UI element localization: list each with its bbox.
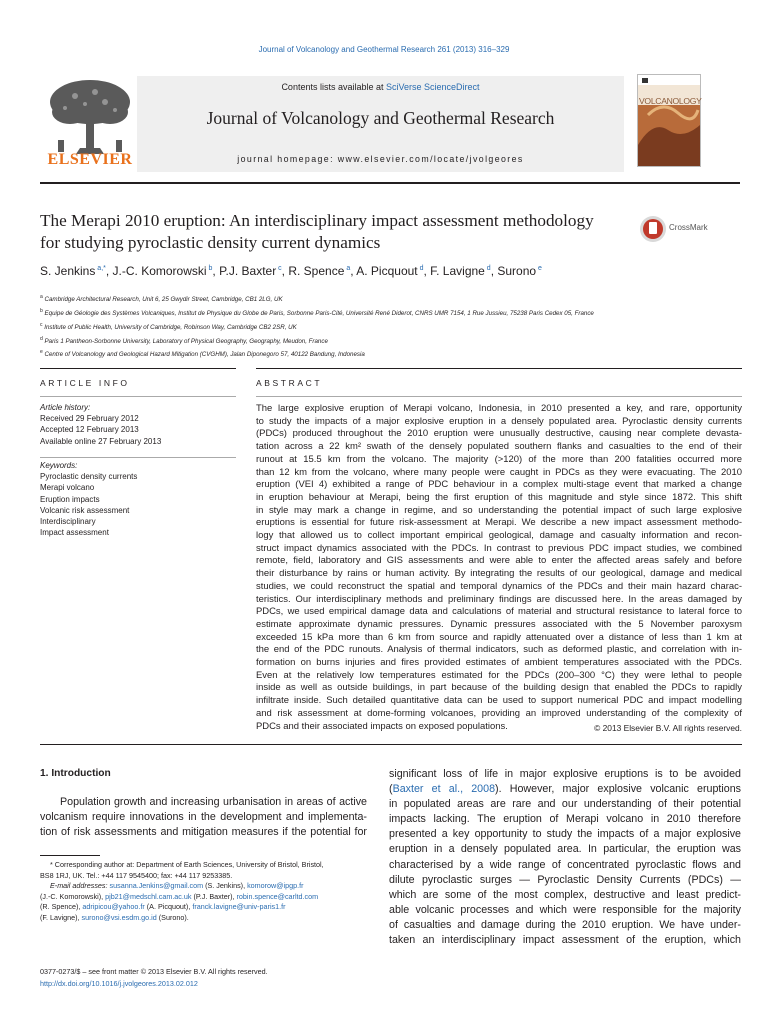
email-owner: (R. Spence), bbox=[40, 902, 83, 912]
crossmark-icon bbox=[638, 214, 668, 244]
author-name: A. Picquout bbox=[356, 264, 418, 278]
history-item: Accepted 12 February 2013 bbox=[40, 425, 139, 435]
body-line: able volcanic processes and which were responsible for the majority bbox=[389, 903, 741, 916]
email-link[interactable]: franck.lavigne@univ-paris1.fr bbox=[192, 902, 286, 912]
author-affiliation-marker[interactable]: e bbox=[536, 265, 542, 272]
email-owner: (J.-C. Komorowski), bbox=[40, 891, 106, 901]
abstract-line: logy that allowed us to collect important empirical geological, damage and casualty information and recon- bbox=[256, 530, 742, 542]
abstract-line: infiltrate inside. Such detailed quantitative data can be used to support numerical PDC and impact modelling bbox=[256, 695, 742, 707]
keyword: Impact assessment bbox=[40, 528, 109, 538]
affiliation-text: Equipe de Géologie des Systèmes Volcaniques, Institut de Physique du Globe de Paris, Sorbonne Paris-Cité, Université René Diderot, CNRS UMR 7154, 1 Rue Jussieu, 75238 Paris Cedex 05, France bbox=[42, 309, 594, 317]
author-affiliation-marker[interactable]: b bbox=[206, 265, 213, 272]
header-rule bbox=[40, 182, 740, 184]
affiliation bbox=[40, 306, 760, 320]
body-line: significant loss of life in major explosive eruptions is to be avoided bbox=[389, 768, 741, 780]
body-line: which are some of the most complex, destructive and least predict- bbox=[389, 888, 741, 901]
abstract-line: their disturbance by rains or human activity. By integrating the results of our geological, damage and medical bbox=[256, 568, 742, 580]
affiliation-marker: b bbox=[40, 307, 43, 314]
abstract-line: teristics. Our interdisciplinary methods and preliminary findings are discussed here. In the areas damaged by bbox=[256, 593, 742, 605]
author-name: Surono bbox=[497, 264, 537, 278]
abstract-line: struct impact dynamics associated with the PDCs. In contrast to previous PDC impact studies, we combined bbox=[256, 542, 742, 554]
keywords-rule bbox=[40, 457, 236, 458]
journal-homepage[interactable]: journal homepage: www.elsevier.com/locate/jvolgeores bbox=[237, 154, 524, 164]
section-heading-introduction: 1. Introduction bbox=[40, 768, 111, 779]
abstract-line: in style may mark a change in regime, and so understanding the potential impact of such large explosive bbox=[256, 504, 742, 516]
article-info-rule-2 bbox=[40, 396, 236, 397]
affiliation-text: Centre of Volcanology and Geological Hazard Mitigation (CVGHM), Jalan Diponegoro 57, 40122 Bandung, Indonesia bbox=[42, 351, 365, 359]
affiliation-list bbox=[40, 292, 760, 361]
keyword: Interdisciplinary bbox=[40, 517, 96, 527]
body-line: tion of risk assessments and mitigation measures if the potential for bbox=[40, 826, 367, 839]
abstract-line: in eruption behaviour at Merapi, being the first eruption of this magnitude and style since 1872. This shift bbox=[256, 491, 742, 503]
email-addresses bbox=[40, 881, 367, 923]
body-line: taken an interdisciplinary impact assessment of the eruption, which bbox=[389, 934, 741, 947]
affiliation bbox=[40, 334, 760, 348]
citation-link[interactable]: Baxter et al., 2008 bbox=[392, 783, 496, 796]
email-owner: (S. Jenkins), bbox=[203, 881, 248, 891]
publisher-wordmark: ELSEVIER bbox=[47, 151, 133, 168]
intro-column-2 bbox=[389, 767, 741, 948]
keywords bbox=[40, 460, 236, 538]
article-title: The Merapi 2010 eruption: An interdisciplinary impact assessment methodology for studying pyroclastic density current dynamics bbox=[40, 211, 594, 252]
contents-available: Contents lists available at SciVerse ScienceDirect bbox=[281, 82, 480, 92]
affiliation-marker: d bbox=[40, 335, 43, 342]
journal-name: Journal of Volcanology and Geothermal Research bbox=[206, 108, 555, 128]
issn-line: 0377-0273/$ – see front matter © 2013 Elsevier B.V. All rights reserved. bbox=[40, 967, 268, 976]
affiliation bbox=[40, 347, 760, 361]
abstract-line: formation on burns injuries and fires provided estimates of ambient temperatures associated with the PDCs. bbox=[256, 657, 742, 669]
intro-column-1 bbox=[40, 795, 367, 840]
copyright-notice: © 2013 Elsevier B.V. All rights reserved. bbox=[594, 723, 742, 733]
abstract-line: eruption (VEI 4) exhibited a range of PDC behaviour in a complex multi-stage event that marked a change bbox=[256, 479, 742, 491]
author-affiliation-marker[interactable]: a,* bbox=[95, 265, 106, 272]
author-name: R. Spence bbox=[288, 264, 345, 278]
author-name: J.-C. Komorowski bbox=[112, 264, 207, 278]
abstract-line: inside as well as outside buildings, in part because of the building design that enabled the PDCs to rapidly bbox=[256, 682, 742, 694]
body-line: dilute pyroclastic surges — Pyroclastic Density Currents (PDCs) — bbox=[389, 873, 741, 886]
email-link[interactable]: komorow@ipgp.fr bbox=[247, 881, 304, 891]
author-name: P.J. Baxter bbox=[219, 264, 277, 278]
body-line: characterised by a wide range of concentrated pyroclastic flows and bbox=[389, 858, 741, 871]
affiliation-marker: c bbox=[40, 321, 43, 328]
article-info-heading: ARTICLE INFO bbox=[40, 378, 130, 388]
abstract-line: than 12 km from the volcano, where many people were caught in PDCs as they were evacuating. The 2010 bbox=[256, 466, 742, 478]
affiliation bbox=[40, 320, 760, 334]
keyword: Volcanic risk assessment bbox=[40, 505, 130, 515]
author-name: S. Jenkins bbox=[40, 264, 96, 278]
body-line: (Baxter et al., 2008). However, major explosive volcanic eruptions bbox=[389, 783, 741, 796]
email-owner: (A. Picquout), bbox=[144, 902, 193, 912]
author-affiliation-marker[interactable]: d bbox=[484, 265, 491, 272]
abstract-line: exceeded 15 kPa more than 6 km from source and rapidly attenuated over a distance of less than 1 km at bbox=[256, 631, 742, 643]
abstract-heading: ABSTRACT bbox=[256, 378, 323, 388]
abstract-line: tation across a 22 km² swath of the densely populated southern flanks and casualties to the end of their bbox=[256, 441, 742, 453]
affiliation bbox=[40, 292, 760, 306]
abstract-line: (PDCs) produced throughout the 2010 eruption were unusually destructive, causing near complete devasta- bbox=[256, 428, 742, 440]
email-label: E-mail addresses: bbox=[50, 881, 110, 891]
affiliation-text: Cambridge Architectural Research, Unit 6, 25 Gwydir Street, Cambridge, CB1 2LG, UK bbox=[42, 296, 283, 304]
email-link[interactable]: pjb21@medschl.cam.ac.uk bbox=[105, 891, 192, 901]
corresponding-author: * Corresponding author at: Department of Earth Sciences, University of Bristol, Bristol, bbox=[50, 860, 324, 869]
abstract-line: to study the impacts of a major explosive eruption in a densely populated area. Pyroclastic density currents bbox=[256, 415, 742, 427]
abstract-line: Even at the relatively low temperatures estimated for the PDCs (200–300 °C) they were lethal to people bbox=[256, 669, 742, 681]
doi-link[interactable]: http://dx.doi.org/10.1016/j.jvolgeores.2013.02.012 bbox=[40, 979, 198, 988]
keyword: Eruption impacts bbox=[40, 494, 100, 504]
abstract-line: PDCs and their associated impacts on exposed populations. bbox=[256, 720, 508, 732]
author-list: S. Jenkins $^{a,*}$, J.-C. Komorowski $^b$, P.J. Baxter $^c$, R. Spence $^a$, A. Picquout $^d$, F. Lavigne $^d$, Surono $^e$ bbox=[40, 264, 542, 278]
keyword: Merapi volcano bbox=[40, 483, 95, 493]
history-label: Article history: bbox=[40, 403, 91, 412]
cover-title: VOLCANOLOGY bbox=[639, 96, 702, 106]
journal-reference[interactable]: Journal of Volcanology and Geothermal Research 261 (2013) 316–329 bbox=[258, 45, 510, 54]
author-affiliation-marker[interactable]: a bbox=[344, 265, 351, 272]
journal-cover-image[interactable] bbox=[637, 74, 701, 167]
abstract-rule-2 bbox=[256, 396, 742, 397]
body-line: impacts lacking. The eruption of Merapi volcano in 2010 therefore bbox=[389, 813, 741, 826]
author-name: F. Lavigne bbox=[430, 264, 485, 278]
body-line: Population growth and increasing urbanisation in areas of active bbox=[60, 796, 367, 808]
affiliation-text: Paris 1 Pantheon-Sorbonne University, Laboratory of Physical Geography, Geography, Meudon, France bbox=[42, 337, 328, 345]
abstract-line: the end of the PDC runouts. Analysis of thermal indicators, such as deformed plastic, and correlation with in- bbox=[256, 644, 742, 656]
email-owner: (P.J. Baxter), bbox=[191, 891, 237, 901]
history-item: Available online 27 February 2013 bbox=[40, 436, 162, 446]
email-link[interactable]: surono@vsi.esdm.go.id bbox=[81, 912, 157, 922]
abstract-line: estimate approximate dynamic pressures. Dynamic pressures associated with the 5 November paroxysm bbox=[256, 618, 742, 630]
affiliation-marker: e bbox=[40, 349, 43, 356]
abstract-rule-bottom bbox=[40, 744, 742, 745]
body-line: of casualties and damage during the 2010 eruption. We have under- bbox=[389, 918, 741, 931]
email-link[interactable]: susanna.Jenkins@gmail.com bbox=[109, 881, 204, 891]
body-line: presented a key opportunity to study the impacts of a major explosive bbox=[389, 828, 741, 841]
author-affiliation-marker[interactable]: d bbox=[417, 265, 424, 272]
abstract-line: eruptions is essential for future risk-assessment at Merapi. We describe a new impact assessment methodo- bbox=[256, 517, 742, 529]
abstract-line: The large explosive eruption of Merapi volcano, Indonesia, in 2010 presented a key, and rare, opportunity bbox=[256, 403, 742, 414]
footnotes bbox=[40, 860, 367, 924]
crossmark-label: CrossMark bbox=[669, 223, 708, 232]
abstract-line: studies, we could reconstruct the spatial and temporal dynamics of the PDCs and their main hazard charac- bbox=[256, 580, 742, 592]
abstract-body bbox=[256, 403, 742, 733]
affiliation-marker: a bbox=[40, 294, 43, 300]
keywords-label: Keywords: bbox=[40, 461, 78, 470]
email-link[interactable]: adripicou@yahoo.fr bbox=[82, 902, 145, 912]
author-affiliation-marker[interactable]: c bbox=[276, 265, 282, 272]
article-info-rule bbox=[40, 368, 236, 369]
footnote-rule bbox=[40, 855, 100, 856]
abstract-line: runout at 15.5 km from the volcano. The majority (>120) of the more than 200 fatalities occurred more bbox=[256, 453, 742, 465]
abstract-line: PDCs, we used empirical damage data and calculations of material and structural resistance to lateral force to bbox=[256, 606, 742, 618]
keyword: Pyroclastic density currents bbox=[40, 472, 138, 482]
email-owner: (F. Lavigne), bbox=[40, 912, 82, 922]
crossmark-badge[interactable] bbox=[638, 214, 718, 244]
corresponding-author-contact: BS8 1RJ, UK. Tel.: +44 117 9545400; fax: +44 117 9253385. bbox=[40, 870, 233, 880]
history-item: Received 29 February 2012 bbox=[40, 414, 139, 424]
abstract-rule-top bbox=[256, 368, 742, 369]
body-line: volcanism require innovations in the development and implementa- bbox=[40, 811, 367, 824]
article-history bbox=[40, 402, 236, 447]
abstract-line: and risk assessment at dome-forming volcanoes, providing an improved understanding of the complexity of bbox=[256, 707, 742, 719]
abstract-line: remote, field, laboratory and GIS assessments and were able to enter the affected areas safely and before bbox=[256, 555, 742, 567]
body-line: eruption in a densely populated area. In particular, the eruption was bbox=[389, 843, 741, 856]
sciencedirect-link[interactable]: SciVerse ScienceDirect bbox=[386, 82, 480, 92]
body-line: in populated areas are rare and our understanding of their potential bbox=[389, 798, 741, 811]
email-owner: (Surono). bbox=[156, 912, 189, 922]
email-link[interactable]: robin.spence@carltd.com bbox=[236, 891, 319, 901]
affiliation-text: Institute of Public Health, University of Cambridge, Robinson Way, Cambridge CB2 2SR, UK bbox=[42, 323, 297, 331]
